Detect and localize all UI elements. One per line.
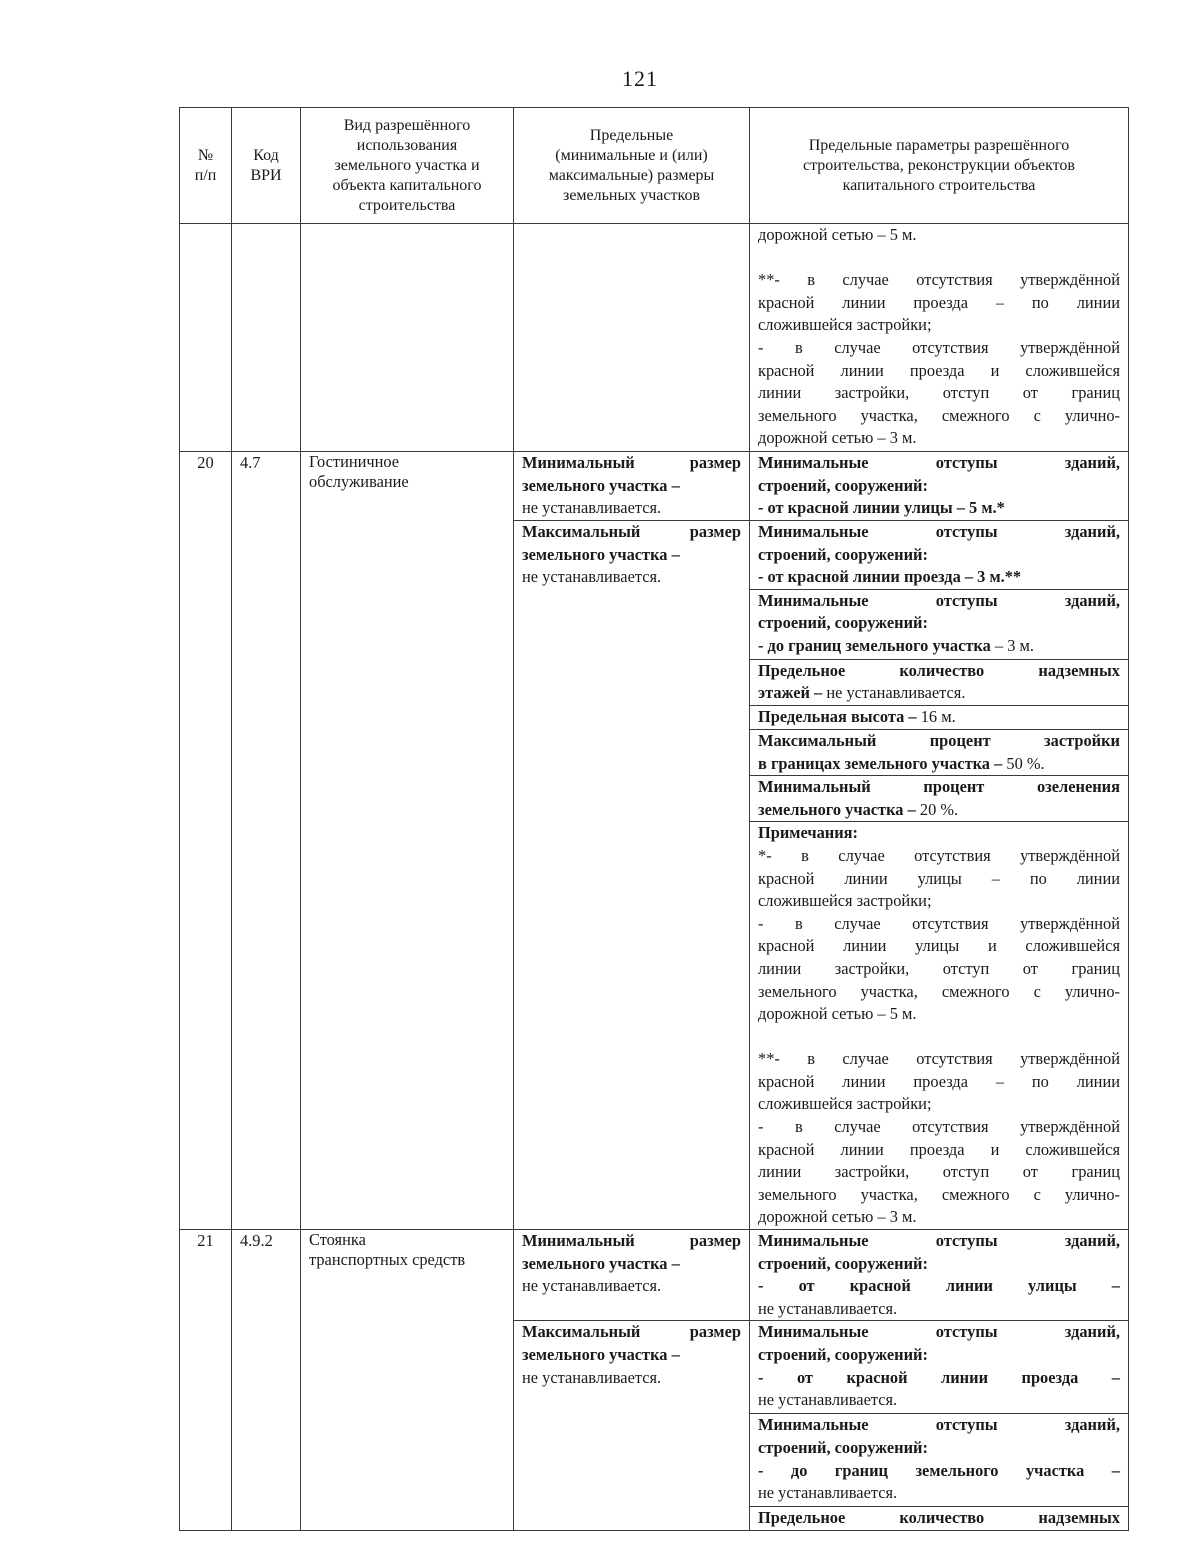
notes: Примечания: *- в случае отсутствия утверждённой красной линии улицы – по линии сложившейся застройки; - в случае отсутствия утверждённой красной линии улицы и сложившейся линии застройки, отступ от границ земельного участка, смежного с улично- дорожной сетью – 5 м. **- в случае отсутствия утверждённой красной линии проезда – по линии сложившейся застройки; - в случае отсутствия утверждённой красной линии проезда и сложившейся линии застройки, отступ от границ земельного участка, смежного с улично- дорожной сетью – 3 м.: [750, 822, 1129, 1230]
land-use-type: Гостиничное обслуживание: [301, 452, 514, 1230]
table-header-row: [180, 108, 1129, 224]
row-number: 21: [180, 1230, 232, 1531]
table-row-21: [180, 1230, 1129, 1321]
max-plot-size: Максимальный размер земельного участка – не устанавливается.: [514, 521, 750, 1230]
param-min-greenery: Минимальный процент озеленения земельного участка – 20 %.: [750, 776, 1129, 822]
header-num: № п/п: [180, 108, 232, 224]
notes-title: Примечания:: [758, 823, 858, 843]
header-use: Вид разрешённого использования земельного участка и объекта капитального строительства: [301, 108, 514, 224]
max-plot-size: Максимальный размер земельного участка – не устанавливается.: [514, 1321, 750, 1531]
header-code: Код ВРИ: [232, 108, 301, 224]
cell-code: [232, 224, 301, 452]
param-setback-street: Минимальные отступы зданий, строений, сооружений: - от красной линии улицы – 5 м.*: [750, 452, 1129, 521]
table-row-20: [180, 452, 1129, 521]
table-row-continuation: [180, 224, 1129, 452]
cell-num: [180, 224, 232, 452]
cell-use: [301, 224, 514, 452]
continuation-notes: дорожной сетью – 5 м. **- в случае отсутствия утверждённой красной линии проезда – по линии сложившейся застройки; - в случае отсутствия утверждённой красной линии проезда и сложившейся линии застройки, отступ от границ земельного участка, смежного с улично- дорожной сетью – 3 м.: [750, 224, 1129, 452]
land-use-type: Стоянка транспортных средств: [301, 1230, 514, 1531]
min-plot-size: Минимальный размер земельного участка – не устанавливается.: [514, 1230, 750, 1321]
cell-plot: [514, 224, 750, 452]
param-max-floors: Предельное количество надземных: [750, 1507, 1129, 1531]
param-setback-driveway: Минимальные отступы зданий, строений, сооружений: - от красной линии проезда – не устанавливается.: [750, 1321, 1129, 1414]
page-number: 121: [622, 66, 658, 91]
param-setback-plot-boundary: Минимальные отступы зданий, строений, сооружений: - до границ земельного участка – 3 м.: [750, 589, 1129, 659]
header-construction-params: Предельные параметры разрешённого строительства, реконструкции объектов капитального строительства: [750, 108, 1129, 224]
param-max-height: Предельная высота – 16 м.: [750, 705, 1129, 729]
param-max-building-coverage: Максимальный процент застройки в границах земельного участка – 50 %.: [750, 729, 1129, 775]
header-plot-size: Предельные (минимальные и (или) максимальные) размеры земельных участков: [514, 108, 750, 224]
regulations-table: [179, 107, 1129, 1531]
row-number: 20: [180, 452, 232, 1230]
param-setback-street: Минимальные отступы зданий, строений, сооружений: - от красной линии улицы – не устанавливается.: [750, 1230, 1129, 1321]
vri-code: 4.9.2: [232, 1230, 301, 1531]
min-plot-size: Минимальный размер земельного участка – не устанавливается.: [514, 452, 750, 521]
param-max-floors: Предельное количество надземных этажей – не устанавливается.: [750, 659, 1129, 705]
param-setback-plot-boundary: Минимальные отступы зданий, строений, сооружений: - до границ земельного участка – не устанавливается.: [750, 1414, 1129, 1507]
param-setback-driveway: Минимальные отступы зданий, строений, сооружений: - от красной линии проезда – 3 м.**: [750, 521, 1129, 590]
vri-code: 4.7: [232, 452, 301, 1230]
